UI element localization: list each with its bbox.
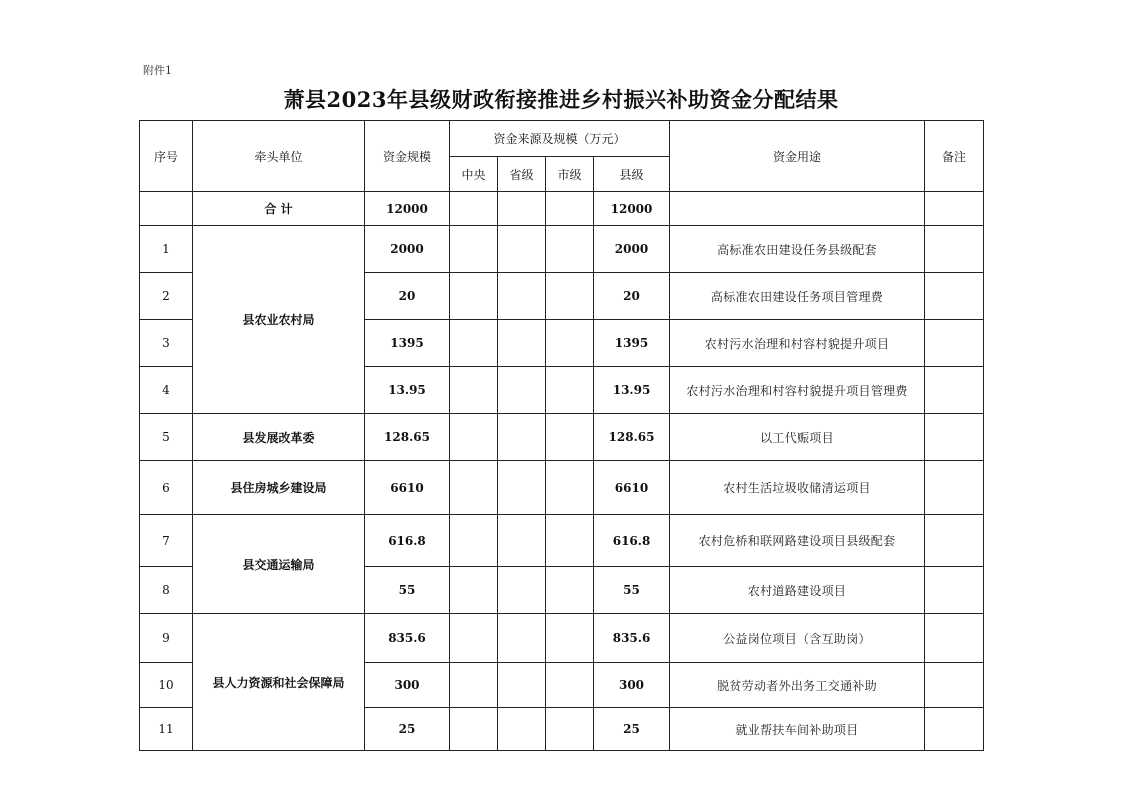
row-city <box>546 515 594 567</box>
row-seq: 11 <box>140 708 193 751</box>
row-remark <box>925 515 984 567</box>
row-seq: 4 <box>140 367 193 414</box>
row-central <box>450 226 498 273</box>
row-use: 农村道路建设项目 <box>670 567 925 614</box>
row-remark <box>925 614 984 663</box>
row-remark <box>925 663 984 708</box>
row-scale: 20 <box>365 273 450 320</box>
row-scale: 616.8 <box>365 515 450 567</box>
row-central <box>450 273 498 320</box>
row-city <box>546 367 594 414</box>
row-central <box>450 614 498 663</box>
total-label: 合 计 <box>193 192 365 226</box>
header-remark: 备注 <box>925 121 984 192</box>
row-remark <box>925 320 984 367</box>
row-scale: 13.95 <box>365 367 450 414</box>
lead-unit: 县人力资源和社会保障局 <box>193 614 365 751</box>
row-city <box>546 414 594 461</box>
row-use: 高标准农田建设任务项目管理费 <box>670 273 925 320</box>
row-city <box>546 663 594 708</box>
row-central <box>450 663 498 708</box>
row-provincial <box>498 414 546 461</box>
header-county: 县级 <box>594 157 670 192</box>
row-scale: 6610 <box>365 461 450 515</box>
row-provincial <box>498 226 546 273</box>
attachment-label: 附件1 <box>143 64 172 77</box>
row-county: 2000 <box>594 226 670 273</box>
row-use: 农村生活垃圾收储清运项目 <box>670 461 925 515</box>
row-county: 55 <box>594 567 670 614</box>
row-seq: 9 <box>140 614 193 663</box>
row-county: 835.6 <box>594 614 670 663</box>
row-use: 农村污水治理和村容村貌提升项目管理费 <box>670 367 925 414</box>
header-unit: 牵头单位 <box>193 121 365 192</box>
table-row <box>140 515 984 567</box>
row-central <box>450 367 498 414</box>
row-county: 13.95 <box>594 367 670 414</box>
row-seq: 8 <box>140 567 193 614</box>
row-remark <box>925 273 984 320</box>
row-use: 脱贫劳动者外出务工交通补助 <box>670 663 925 708</box>
row-provincial <box>498 567 546 614</box>
row-central <box>450 708 498 751</box>
table-row <box>140 414 984 461</box>
row-city <box>546 320 594 367</box>
row-scale: 55 <box>365 567 450 614</box>
row-city <box>546 614 594 663</box>
row-county: 25 <box>594 708 670 751</box>
row-county: 300 <box>594 663 670 708</box>
row-seq: 1 <box>140 226 193 273</box>
row-central <box>450 461 498 515</box>
row-central <box>450 414 498 461</box>
row-provincial <box>498 614 546 663</box>
total-row <box>140 192 984 226</box>
lead-unit: 县农业农村局 <box>193 226 365 414</box>
row-city <box>546 708 594 751</box>
row-scale: 300 <box>365 663 450 708</box>
row-central <box>450 567 498 614</box>
lead-unit: 县住房城乡建设局 <box>193 461 365 515</box>
total-county: 12000 <box>594 192 670 226</box>
row-city <box>546 461 594 515</box>
header-seq: 序号 <box>140 121 193 192</box>
row-remark <box>925 367 984 414</box>
row-county: 128.65 <box>594 414 670 461</box>
row-provincial <box>498 273 546 320</box>
total-city <box>546 192 594 226</box>
row-provincial <box>498 708 546 751</box>
total-seq-cell <box>140 192 193 226</box>
total-use <box>670 192 925 226</box>
row-scale: 128.65 <box>365 414 450 461</box>
row-county: 616.8 <box>594 515 670 567</box>
row-remark <box>925 414 984 461</box>
row-city <box>546 226 594 273</box>
header-city: 市级 <box>546 157 594 192</box>
row-use: 就业帮扶车间补助项目 <box>670 708 925 751</box>
row-scale: 25 <box>365 708 450 751</box>
table-row <box>140 461 984 515</box>
row-remark <box>925 226 984 273</box>
row-county: 20 <box>594 273 670 320</box>
allocation-table <box>139 120 984 751</box>
header-scale: 资金规模 <box>365 121 450 192</box>
row-provincial <box>498 663 546 708</box>
row-scale: 835.6 <box>365 614 450 663</box>
lead-unit: 县交通运输局 <box>193 515 365 614</box>
row-central <box>450 320 498 367</box>
row-use: 以工代赈项目 <box>670 414 925 461</box>
total-remark <box>925 192 984 226</box>
row-seq: 3 <box>140 320 193 367</box>
row-remark <box>925 461 984 515</box>
document-title: 萧县2023年县级财政衔接推进乡村振兴补助资金分配结果 <box>283 87 839 112</box>
row-county: 6610 <box>594 461 670 515</box>
row-seq: 6 <box>140 461 193 515</box>
row-city <box>546 273 594 320</box>
row-remark <box>925 567 984 614</box>
row-provincial <box>498 515 546 567</box>
header-source-group: 资金来源及规模（万元） <box>450 121 670 157</box>
row-use: 农村危桥和联网路建设项目县级配套 <box>670 515 925 567</box>
row-seq: 10 <box>140 663 193 708</box>
row-use: 农村污水治理和村容村貌提升项目 <box>670 320 925 367</box>
row-provincial <box>498 320 546 367</box>
row-seq: 7 <box>140 515 193 567</box>
table-row <box>140 226 984 273</box>
total-provincial <box>498 192 546 226</box>
row-provincial <box>498 367 546 414</box>
total-scale: 12000 <box>365 192 450 226</box>
row-seq: 2 <box>140 273 193 320</box>
row-city <box>546 567 594 614</box>
row-use: 公益岗位项目（含互助岗） <box>670 614 925 663</box>
row-seq: 5 <box>140 414 193 461</box>
table-row <box>140 614 984 663</box>
row-use: 高标准农田建设任务县级配套 <box>670 226 925 273</box>
lead-unit: 县发展改革委 <box>193 414 365 461</box>
header-use: 资金用途 <box>670 121 925 192</box>
header-provincial: 省级 <box>498 157 546 192</box>
row-scale: 2000 <box>365 226 450 273</box>
row-county: 1395 <box>594 320 670 367</box>
header-central: 中央 <box>450 157 498 192</box>
row-central <box>450 515 498 567</box>
total-central <box>450 192 498 226</box>
row-remark <box>925 708 984 751</box>
row-provincial <box>498 461 546 515</box>
row-scale: 1395 <box>365 320 450 367</box>
